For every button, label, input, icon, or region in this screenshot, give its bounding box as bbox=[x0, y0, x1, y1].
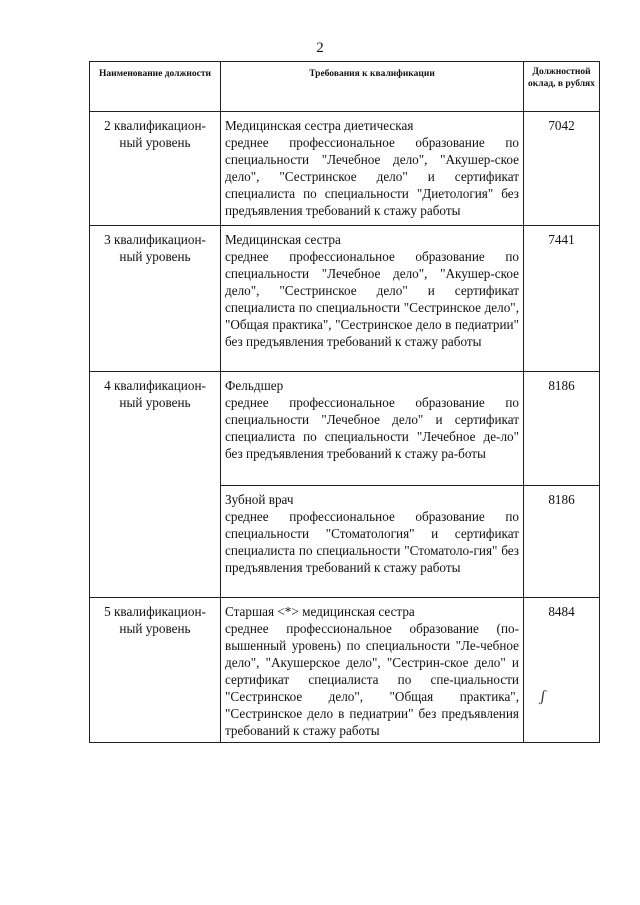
position-title: Старшая <*> медицинская сестра bbox=[225, 604, 415, 619]
requirements-text: среднее профессиональное образование по специальности "Лечебное дело", "Акушер-ское дело", "Сестринское дело" и сертификат специалиста по специальности "Сестринское дело", "Общая практика", "Сестринское дело в педиатрии" без предъявления требований к стажу работы bbox=[225, 249, 519, 349]
qualification-level: 3 квалификацион-ный уровень bbox=[90, 226, 221, 372]
requirements-cell bbox=[221, 372, 524, 486]
qualification-level: 2 квалификацион-ный уровень bbox=[90, 112, 221, 226]
requirements-text: среднее профессиональное образование по специальности "Лечебное дело", "Акушер-ское дело", "Сестринское дело" и сертификат специалиста по специальности "Диетология" без предъявления требований к стажу работы bbox=[225, 135, 519, 218]
salary-value: 8186 bbox=[524, 372, 600, 486]
position-title: Медицинская сестра диетическая bbox=[225, 118, 414, 133]
page-number: 2 bbox=[316, 40, 324, 56]
requirements-cell bbox=[221, 598, 524, 743]
requirements-text: среднее профессиональное образование по специальности "Лечебное дело" и сертификат специалиста по специальности "Лечебное де-ло" без предъявления требований к стажу ра-боты bbox=[225, 395, 519, 461]
table-header-row bbox=[90, 62, 600, 112]
table-row bbox=[90, 372, 600, 486]
salary-value: 7441 bbox=[524, 226, 600, 372]
position-title: Медицинская сестра bbox=[225, 232, 341, 247]
salary-value: 7042 bbox=[524, 112, 600, 226]
table-row bbox=[90, 598, 600, 743]
header-position: Наименование должности bbox=[90, 62, 221, 112]
header-salary: Должностной оклад, в рублях bbox=[524, 62, 600, 112]
qualification-level: 5 квалификацион-ный уровень bbox=[90, 598, 221, 743]
requirements-cell bbox=[221, 112, 524, 226]
table-row bbox=[90, 112, 600, 226]
salary-value: 8186 bbox=[524, 486, 600, 598]
requirements-text: среднее профессиональное образование (по-вышенный уровень) по специальности "Ле-чебное дело", "Акушерское дело", "Сестрин-ское дело" и сертификат специалиста по спе-циальности "Сестринское дело", "Общая практика", "Сестринское дело в педиатрии" без предъявления требований к стажу работы bbox=[225, 621, 519, 738]
table-row bbox=[90, 226, 600, 372]
requirements-text: среднее профессиональное образование по специальности "Стоматология" и сертификат специалиста по специальности "Стоматоло-гия" без предъявления требований к стажу работы bbox=[225, 509, 519, 575]
qualification-table bbox=[89, 61, 600, 743]
handwritten-mark: ʃ bbox=[538, 687, 547, 706]
position-title: Фельдшер bbox=[225, 378, 284, 393]
header-requirements: Требования к квалификации bbox=[221, 62, 524, 112]
requirements-cell bbox=[221, 226, 524, 372]
position-title: Зубной врач bbox=[225, 492, 294, 507]
qualification-level: 4 квалификацион-ный уровень bbox=[90, 372, 221, 598]
requirements-cell bbox=[221, 486, 524, 598]
salary-value: 8484 bbox=[524, 598, 600, 743]
